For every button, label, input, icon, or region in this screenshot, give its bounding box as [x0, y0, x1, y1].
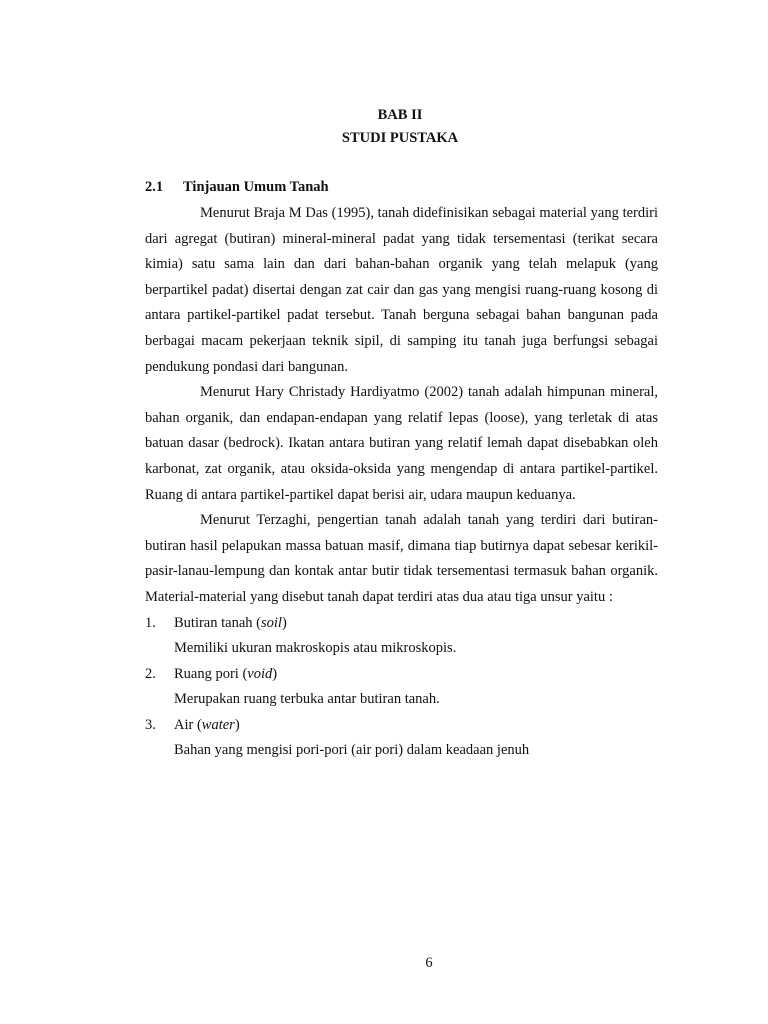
- soil-components-list: [145, 611, 658, 765]
- page-number: 6: [425, 955, 433, 971]
- paragraph-terzaghi: Menurut Terzaghi, pengertian tanah adalah tanah yang terdiri dari butiran-butiran hasil pelapukan massa batuan masif, dimana tiap butirnya dapat sebesar kerikil-pasir-lanau-lempung dan kontak antar butir tidak tersementasi termasuk bahan organik. Material-material yang disebut tanah dapat terdiri atas dua atau tiga unsur yaitu :: [145, 512, 658, 605]
- list-item-term: void: [247, 665, 273, 682]
- section-heading: [145, 179, 329, 196]
- paragraph-das: Menurut Braja M Das (1995), tanah didefinisikan sebagai material yang terdiri dari agregat (butiran) mineral-mineral padat yang tidak tersementasi (terikat secara kimia) satu sama lain dan dari bahan-bahan organik yang telah melapuk (yang berpartikel padat) disertai dengan zat cair dan gas yang mengisi ruang-ruang kosong di antara partikel-partikel padat tersebut. Tanah berguna sebagai bahan bangunan pada berbagai macam pekerjaan teknik sipil, di samping itu tanah juga berfungsi sebagai pendukung pondasi dari bangunan.: [145, 205, 658, 375]
- list-item-number: 2.: [145, 665, 156, 682]
- list-item: [145, 611, 658, 662]
- list-item-term: water: [201, 716, 235, 733]
- list-item: [145, 713, 658, 764]
- list-item-number: 1.: [145, 614, 156, 631]
- list-item-title: [174, 611, 658, 637]
- list-item-description: Merupakan ruang terbuka antar butiran tanah.: [174, 691, 440, 708]
- chapter-title: STUDI PUSTAKA: [341, 130, 459, 146]
- chapter-label: BAB II: [377, 107, 423, 123]
- section-number: 2.1: [145, 179, 164, 195]
- list-item-label: Ruang pori (: [174, 665, 248, 682]
- body-text: [145, 201, 658, 764]
- list-item-label: Butiran tanah (: [174, 614, 261, 631]
- list-item: [145, 662, 658, 713]
- list-item-close: ): [281, 614, 287, 631]
- list-item-close: ): [272, 665, 278, 682]
- paragraph-hardiyatmo: Menurut Hary Christady Hardiyatmo (2002) tanah adalah himpunan mineral, bahan organik, dan endapan-endapan yang relatif lepas (loose), yang terletak di atas batuan dasar (bedrock). Ikatan antara butiran yang relatif lemah dapat disebabkan oleh karbonat, zat organik, atau oksida-oksida yang mengendap di antara partikel-partikel. Ruang di antara partikel-partikel dapat berisi air, udara maupun keduanya.: [145, 384, 658, 503]
- list-item-number: 3.: [145, 716, 156, 733]
- list-item-title: [174, 713, 658, 739]
- section-title: Tinjauan Umum Tanah: [183, 179, 329, 195]
- list-item-description: Memiliki ukuran makroskopis atau mikroskopis.: [174, 640, 457, 657]
- list-item-term: soil: [260, 614, 282, 631]
- list-item-close: ): [234, 716, 240, 733]
- list-item-title: [174, 662, 658, 688]
- list-item-description: Bahan yang mengisi pori-pori (air pori) dalam keadaan jenuh: [174, 742, 530, 759]
- list-item-label: Air (: [174, 716, 202, 733]
